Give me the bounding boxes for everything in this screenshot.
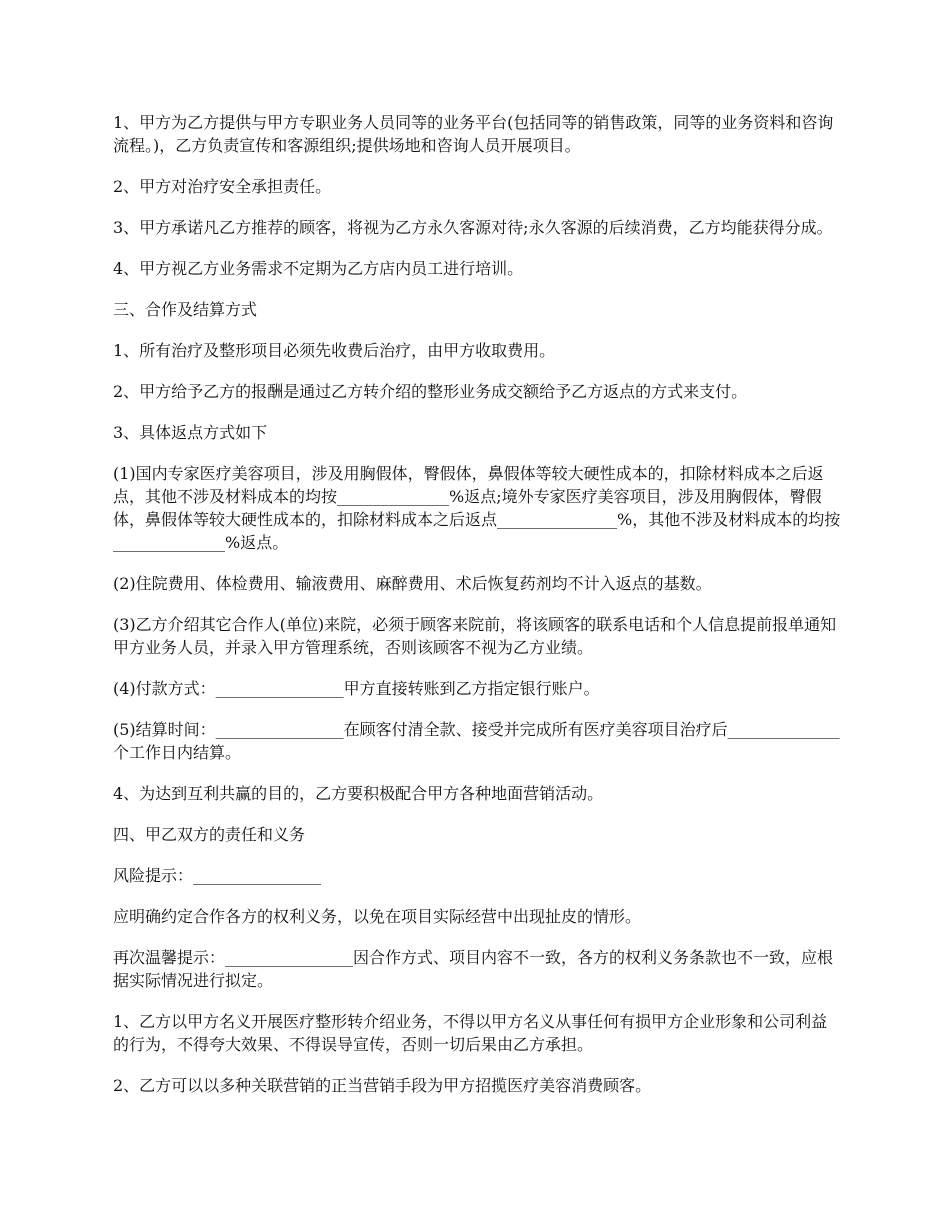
reminder-notice: 再次温馨提示：________________因合作方式、项目内容不一致，各方的权利义务条款也不一致，应根据实际情况进行拟定。 xyxy=(113,948,834,990)
clause-paragraph: 1、乙方以甲方名义开展医疗整形转介绍业务，不得以甲方名义从事任何有损甲方企业形象和公司利益的行为，不得夸大效果、不得误导宣传，否则一切后果由乙方承担。 xyxy=(113,1012,828,1054)
clause-paragraph: 4、甲方视乙方业务需求不定期为乙方店内员工进行培训。 xyxy=(113,259,524,278)
clause-paragraph: (4)付款方式：________________甲方直接转账到乙方指定银行账户。 xyxy=(113,679,600,698)
clause-paragraph: 1、甲方为乙方提供与甲方专职业务人员同等的业务平台(包括同等的销售政策，同等的业务资料和咨询流程。)，乙方负责宣传和客源组织;提供场地和咨询人员开展项目。 xyxy=(113,113,834,155)
clause-paragraph: (1)国内专家医疗美容项目，涉及用胸假体，臀假体，鼻假体等较大硬性成本的，扣除材料成本之后返点，其他不涉及材料成本的均按______________%返点;境外专家医疗美容项目，涉及用胸假体，臀假体，鼻假体等较大硬性成本的，扣除材料成本之后返点_______________%，其他不涉及材料成本的均按______________%返点。 xyxy=(113,464,841,552)
clause-paragraph: 1、所有治疗及整形项目必须先收费后治疗，由甲方收取费用。 xyxy=(113,341,556,360)
clause-paragraph: 2、乙方可以以多种关联营销的正当营销手段为甲方招揽医疗美容消费顾客。 xyxy=(113,1076,652,1095)
clause-paragraph: 3、甲方承诺凡乙方推荐的顾客，将视为乙方永久客源对待;永久客源的后续消费，乙方均能获得分成。 xyxy=(113,218,833,237)
clause-paragraph: 2、甲方对治疗安全承担责任。 xyxy=(113,177,332,196)
clause-paragraph: (2)住院费用、体检费用、输液费用、麻醉费用、术后恢复药剂均不计入返点的基数。 xyxy=(113,574,712,593)
clause-paragraph: 应明确约定合作各方的权利义务，以免在项目实际经营中出现扯皮的情形。 xyxy=(113,907,642,926)
clause-paragraph: 2、甲方给予乙方的报酬是通过乙方转介绍的整形业务成交额给予乙方返点的方式来支付。 xyxy=(113,382,748,401)
section-heading: 三、合作及结算方式 xyxy=(113,300,258,319)
clause-paragraph: (5)结算时间：________________在顾客付清全款、接受并完成所有医疗美容项目治疗后______________个工作日内结算。 xyxy=(113,720,840,762)
document-body xyxy=(113,111,841,1115)
section-heading: 四、甲乙双方的责任和义务 xyxy=(113,825,306,844)
risk-notice: 风险提示：________________ xyxy=(113,866,322,885)
clause-paragraph: 3、具体返点方式如下 xyxy=(113,423,268,442)
clause-paragraph: 4、为达到互利共赢的目的，乙方要积极配合甲方各种地面营销活动。 xyxy=(113,784,604,803)
clause-paragraph: (3)乙方介绍其它合作人(单位)来院，必须于顾客来院前，将该顾客的联系电话和个人信息提前报单通知甲方业务人员，并录入甲方管理系统，否则该顾客不视为乙方业绩。 xyxy=(113,615,837,657)
